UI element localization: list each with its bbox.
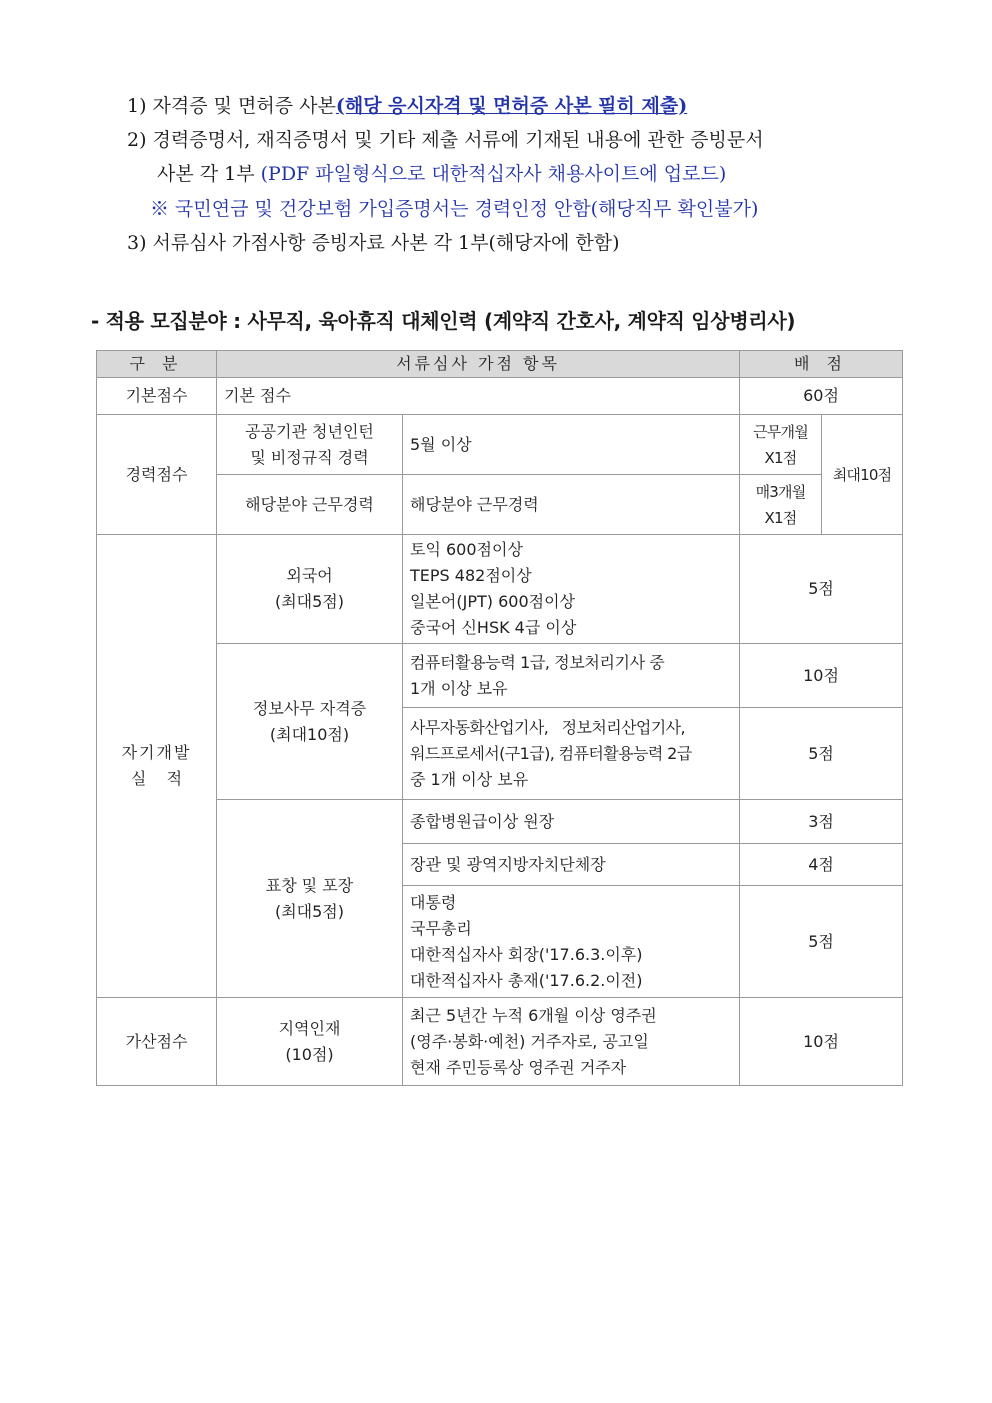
header-category: 구 분 <box>97 351 217 378</box>
score-table <box>96 350 903 1086</box>
bonus-score: 10점 <box>740 998 903 1086</box>
table-row <box>97 644 903 708</box>
basic-score: 60점 <box>740 378 903 415</box>
table-row <box>97 998 903 1086</box>
intro-item-1-highlight: (해당 응시자격 및 면허증 사본 필히 제출) <box>335 95 688 117</box>
language-sub-line-2: (최대5점) <box>274 592 345 611</box>
language-detail-line: 일본어(JPT) 600점이상 <box>410 592 575 611</box>
awards-sub-line-1: 표창 및 포장 <box>265 875 354 895</box>
it-cert-detail-1-line: 컴퓨터활용능력 1급, 정보처리기사 중 <box>410 652 665 672</box>
career-detail-1: 5월 이상 <box>403 415 740 475</box>
awards-detail-3-line: 국무총리 <box>410 918 472 938</box>
bonus-sub-line-2: (10점) <box>285 1044 334 1064</box>
language-sub <box>217 535 403 644</box>
intro-item-1-prefix: 1) 자격증 및 면허증 사본 <box>127 95 336 117</box>
language-detail <box>403 535 740 644</box>
table-row <box>97 800 903 844</box>
language-detail-line: 중국어 신HSK 4급 이상 <box>410 618 577 637</box>
header-items: 서류심사 가점 항목 <box>217 351 740 378</box>
self-dev-category-line-1: 자기개발 <box>121 743 192 762</box>
intro-note: ※ 국민연금 및 건강보험 가입증명서는 경력인정 안함(해당직무 확인불가) <box>150 198 759 220</box>
career-unit-2-line-1: 매3개월 <box>755 482 806 501</box>
intro-item-2-line-2 <box>157 161 726 187</box>
career-unit-2 <box>740 475 822 535</box>
bonus-detail-line: 최근 5년간 누적 6개월 이상 영주권 <box>410 1005 657 1025</box>
awards-score-2: 4점 <box>740 844 903 886</box>
basic-item: 기본 점수 <box>217 378 740 415</box>
it-cert-sub-line-2: (최대10점) <box>269 724 350 744</box>
it-cert-sub <box>217 644 403 800</box>
career-detail-2: 해당분야 근무경력 <box>403 475 740 535</box>
bonus-sub-line-1: 지역인재 <box>278 1018 341 1038</box>
awards-detail-3-line: 대한적십자사 회장('17.6.3.이후) <box>410 944 643 964</box>
language-sub-line-1: 외국어 <box>286 566 333 585</box>
it-cert-sub-line-1: 정보사무 자격증 <box>252 698 367 718</box>
basic-category: 기본점수 <box>97 378 217 415</box>
awards-detail-1: 종합병원급이상 원장 <box>403 800 740 844</box>
awards-detail-3-line: 대통령 <box>410 892 457 912</box>
it-cert-detail-2-line: 워드프로세서(구1급), 컴퓨터활용능력 2급 <box>410 743 692 763</box>
career-unit-1 <box>740 415 822 475</box>
language-score: 5점 <box>740 535 903 644</box>
it-cert-detail-2 <box>403 708 740 800</box>
table-row <box>97 475 903 535</box>
career-sub-1 <box>217 415 403 475</box>
bonus-detail-line: 현재 주민등록상 영주권 거주자 <box>410 1057 627 1077</box>
it-cert-detail-2-line: 중 1개 이상 보유 <box>410 769 529 789</box>
section-heading: - 적용 모집분야 : 사무직, 육아휴직 대체인력 (계약직 간호사, 계약직 임상병리사) <box>91 309 796 333</box>
language-detail-line: TEPS 482점이상 <box>410 566 532 585</box>
career-category: 경력점수 <box>97 415 217 535</box>
it-cert-detail-2-line: 사무자동화산업기사, 정보처리산업기사, <box>410 717 685 737</box>
awards-sub <box>217 800 403 998</box>
table-header-row <box>97 351 903 378</box>
bonus-detail <box>403 998 740 1086</box>
awards-detail-2: 장관 및 광역지방자치단체장 <box>403 844 740 886</box>
intro-item-2-highlight: (PDF 파일형식으로 대한적십자사 채용사이트에 업로드) <box>260 163 727 185</box>
awards-score-1: 3점 <box>740 800 903 844</box>
career-sub-2: 해당분야 근무경력 <box>217 475 403 535</box>
career-unit-1-line-2: X1점 <box>764 448 797 467</box>
intro-item-2-prefix: 사본 각 1부 <box>157 163 261 185</box>
awards-score-3: 5점 <box>740 886 903 998</box>
intro-item-1 <box>127 93 687 119</box>
bonus-detail-line: (영주·봉화·예천) 거주자로, 공고일 <box>410 1031 649 1051</box>
self-dev-category <box>97 535 217 998</box>
bonus-category: 가산점수 <box>97 998 217 1086</box>
language-detail-line: 토익 600점이상 <box>410 540 523 559</box>
table-row <box>97 535 903 644</box>
career-sub-1-line-2: 및 비정규직 경력 <box>250 447 369 467</box>
table-row <box>97 415 903 475</box>
intro-item-2-line-1: 2) 경력증명서, 재직증명서 및 기타 제출 서류에 기재된 내용에 관한 증빙문서 <box>127 129 764 151</box>
bonus-sub <box>217 998 403 1086</box>
it-cert-detail-1 <box>403 644 740 708</box>
awards-detail-3-line: 대한적십자사 총재('17.6.2.이전) <box>410 970 643 990</box>
it-cert-detail-1-line: 1개 이상 보유 <box>410 678 508 698</box>
it-cert-score-1: 10점 <box>740 644 903 708</box>
career-sub-1-line-1: 공공기관 청년인턴 <box>245 421 374 441</box>
it-cert-score-2: 5점 <box>740 708 903 800</box>
career-unit-2-line-2: X1점 <box>764 508 797 527</box>
self-dev-category-line-2: 실 적 <box>130 769 183 788</box>
awards-sub-line-2: (최대5점) <box>274 901 345 921</box>
header-score: 배 점 <box>740 351 903 378</box>
career-unit-1-line-1: 근무개월 <box>753 422 808 441</box>
career-max: 최대10점 <box>822 415 903 535</box>
awards-detail-3 <box>403 886 740 998</box>
intro-item-3: 3) 서류심사 가점사항 증빙자료 사본 각 1부(해당자에 한함) <box>127 232 620 254</box>
table-row <box>97 378 903 415</box>
